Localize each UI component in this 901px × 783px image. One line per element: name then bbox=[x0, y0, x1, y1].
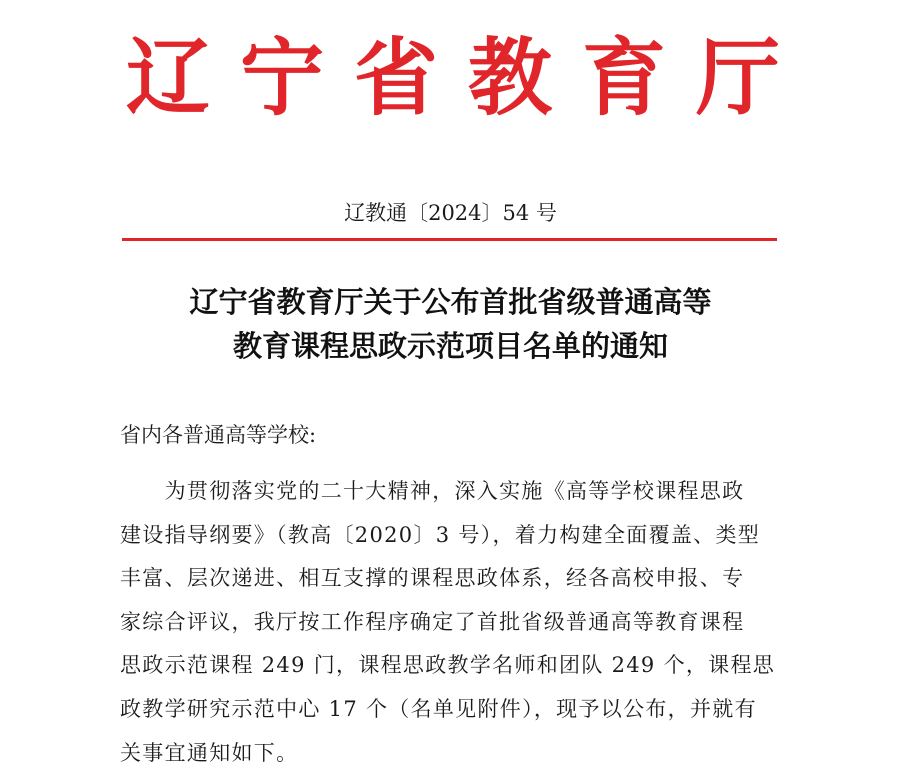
title-line-2: 教育课程思政示范项目名单的通知 bbox=[232, 329, 668, 363]
body-paragraph bbox=[120, 470, 788, 775]
document-number: 辽教通〔2024〕54 号 bbox=[344, 201, 557, 225]
letterhead-char: 育 bbox=[581, 28, 666, 127]
red-divider-line bbox=[122, 238, 777, 241]
letterhead-char: 省 bbox=[353, 28, 438, 127]
title-line-1: 辽宁省教育厅关于公布首批省级普通高等 bbox=[189, 285, 712, 319]
letterhead-char: 厅 bbox=[695, 28, 780, 127]
body-line: 丰富、层次递进、相互支撑的课程思政体系，经各高校申报、专 bbox=[120, 566, 745, 591]
document-title bbox=[0, 280, 901, 368]
body-line: 关事宜通知如下。 bbox=[120, 740, 299, 765]
body-line: 家综合评议，我厅按工作程序确定了首批省级普通高等教育课程 bbox=[120, 609, 745, 634]
letterhead bbox=[118, 28, 788, 128]
body-line: 思政示范课程 249 门，课程思政教学名师和团队 249 个，课程思 bbox=[120, 653, 776, 678]
letterhead-char: 辽 bbox=[125, 28, 210, 127]
body-line: 为贯彻落实党的二十大精神，深入实施《高等学校课程思政 bbox=[120, 479, 745, 503]
salutation: 省内各普通高等学校: bbox=[120, 423, 317, 447]
letterhead-char: 宁 bbox=[239, 28, 324, 127]
body-line: 政教学研究示范中心 17 个（名单见附件），现予以公布，并就有 bbox=[120, 696, 757, 721]
letterhead-char: 教 bbox=[467, 28, 552, 127]
body-line: 建设指导纲要》（教高〔2020〕3 号），着力构建全面覆盖、类型 bbox=[120, 522, 761, 547]
